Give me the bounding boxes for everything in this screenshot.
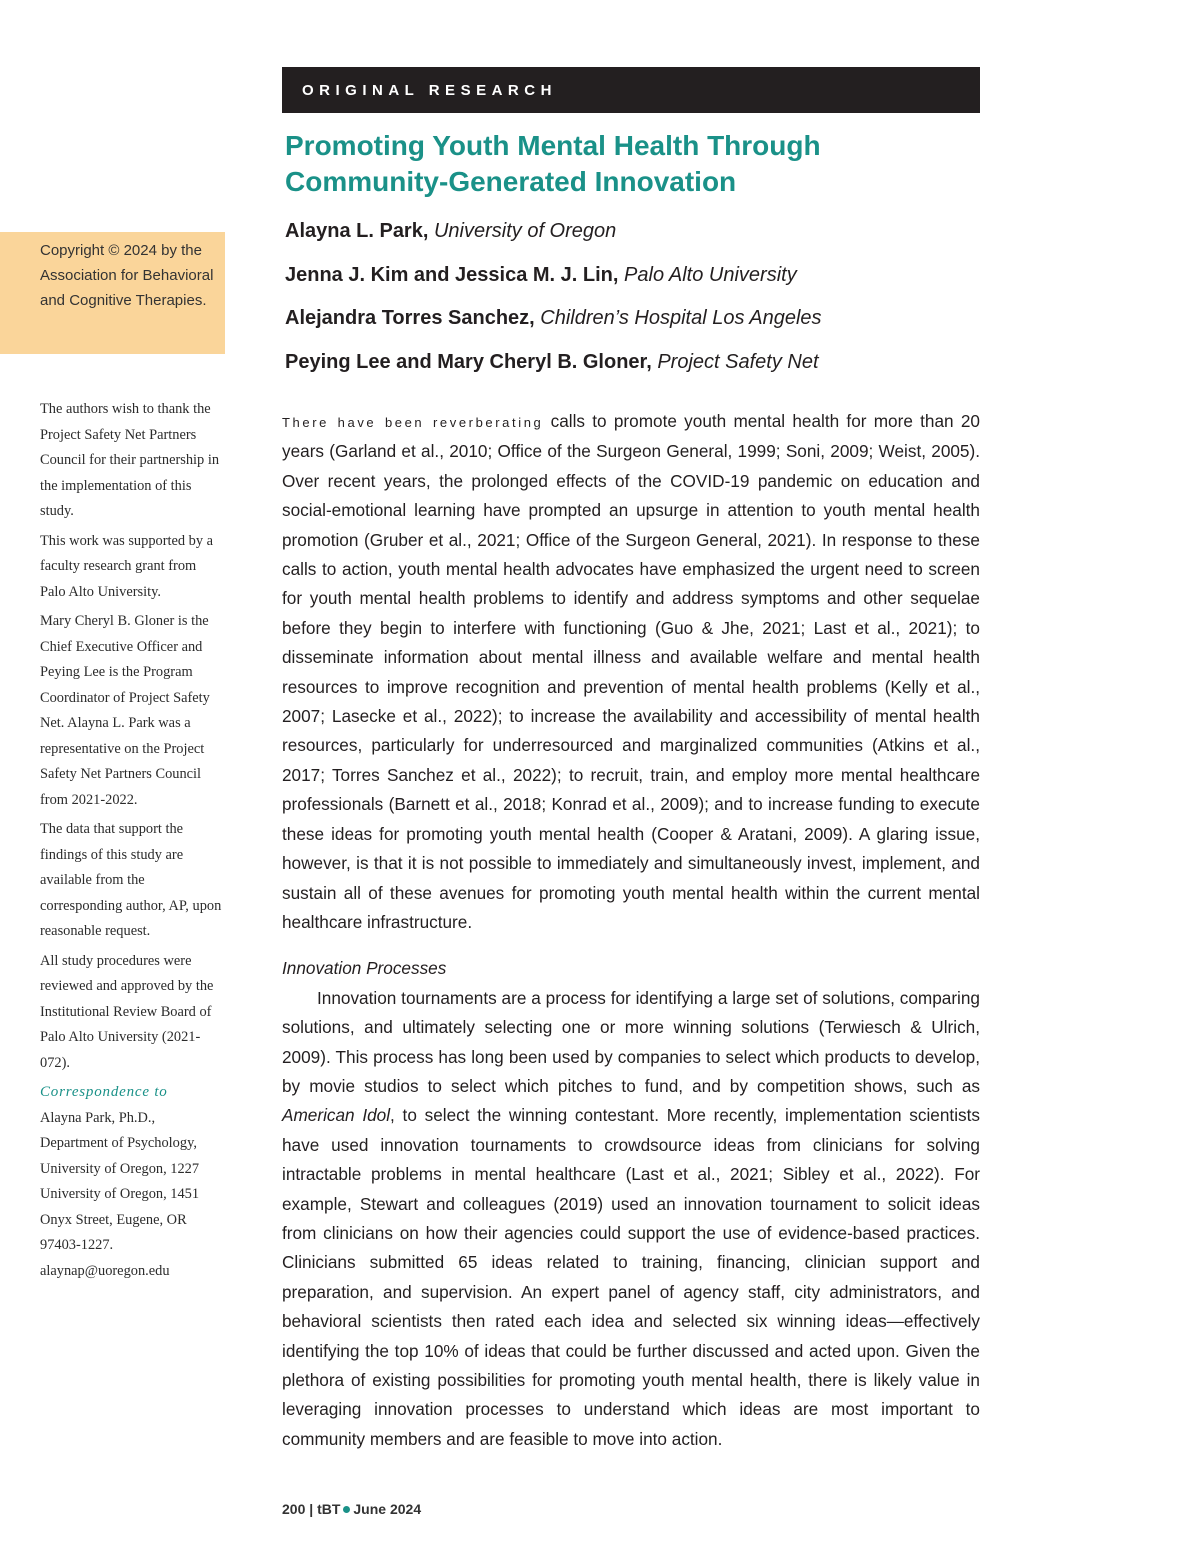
- ethics-note: All study procedures were reviewed and approved by the Institutional Review Board of Palo Alto University (2021-072).: [40, 952, 214, 1071]
- author-line: [285, 345, 985, 389]
- author-affiliation: University of Oregon: [433, 220, 617, 242]
- author-affiliation: Project Safety Net: [657, 350, 819, 373]
- sidebar-notes: [40, 397, 222, 1288]
- italic-title: American Idol: [282, 1105, 391, 1126]
- title-line-2: Community-Generated Innovation: [285, 166, 737, 197]
- acknowledgement-note: The authors wish to thank the Project Safety Net Partners Council for their partnership in the implementation of this study.: [40, 401, 220, 519]
- bullet-dot-icon: [343, 1506, 350, 1513]
- footer-separator: |: [309, 1501, 314, 1517]
- lead-in-smallcaps: There have been reverberating: [282, 415, 544, 430]
- copyright-notice: [0, 232, 225, 354]
- page-number: 200: [282, 1501, 306, 1517]
- author-list: [285, 214, 985, 388]
- page-footer: [282, 1501, 421, 1517]
- section-label: ORIGINAL RESEARCH: [302, 81, 557, 99]
- article-title: [285, 128, 975, 200]
- body-paragraph: [282, 407, 980, 937]
- correspondence-address: Alayna Park, Ph.D., Department of Psychology, University of Oregon, 1227 University of Oregon, 1451 Onyx Street, Eugene, OR 97403-1227. alaynap@uoregon.edu: [40, 1109, 200, 1279]
- author-affiliation: Children’s Hospital Los Angeles: [540, 307, 822, 329]
- paragraph-text: Innovation tournaments are a process for identifying a large set of solutions, comparing solutions, and ultimately selecting one or more winning solutions (Terwiesch & Ulrich, 2009). This process has long been used by companies to select which products to develop, by movie studios to select which pitches to fund, and by competition shows, such as: [282, 987, 980, 1096]
- author-roles-note: Mary Cheryl B. Gloner is the Chief Executive Officer and Peying Lee is the Program Coordinator of Project Safety Net. Alayna L. Park was a representative on the Project Safety Net Partners Council from 2021-2022.: [40, 613, 210, 808]
- copyright-text: Copyright © 2024 by the Association for Behavioral and Cognitive Therapies.: [40, 242, 214, 309]
- author-line: [285, 214, 985, 258]
- funding-note: This work was supported by a faculty research grant from Palo Alto University.: [40, 532, 214, 600]
- paragraph-text: , to select the winning contestant. More recently, implementation scientists have used innovation tournaments to crowdsource ideas from clinicians for solving intractable problems in mental healthcare (Last et al., 2021; Sibley et al., 2022). For example, Stewart and colleagues (2019) used an innovation tournament to solicit ideas from clinicians on how their agencies could support the use of evidence-based practices. Clinicians submitted 65 ideas related to training, financing, clinician support and preparation, and supervision. An expert panel of agency staff, city administrators, and behavioral scientists then rated each idea and selected six winning ideas—effectively identifying the top 10% of ideas that could be further discussed and acted upon. Given the plethora of existing possibilities for promoting youth mental health, there is likely value in leveraging innovation processes to understand which ideas are most important to community members and are feasible to move into action.: [282, 1105, 980, 1449]
- author-names: Alayna L. Park,: [285, 220, 429, 242]
- title-line-1: Promoting Youth Mental Health Through: [285, 130, 821, 161]
- author-affiliation: Palo Alto University: [624, 263, 797, 286]
- journal-name: tBT: [317, 1501, 341, 1517]
- body-paragraph: [282, 984, 980, 1455]
- paragraph-text: calls to promote youth mental health for more than 20 years (Garland et al., 2010; Office of the Surgeon General, 1999; Soni, 2009; Weist, 2005). Over recent years, the prolonged effects of the COVID-19 pandemic on education and social-emotional learning have prompted an upsurge in attention to youth mental health promotion (Gruber et al., 2021; Office of the Surgeon General, 2021). In response to these calls to action, youth mental health advocates have emphasized the urgent need to screen for youth mental health problems to identify and address symptoms and other sequelae before they begin to interfere with functioning (Guo & Jhe, 2021; Last et al., 2021); to disseminate information about mental illness and available welfare and mental health resources to improve recognition and prevention of mental health problems (Kelly et al., 2007; Lasecke et al., 2022); to increase the availability and accessibility of mental health resources, particularly for underresourced and marginalized communities (Atkins et al., 2017; Torres Sanchez et al., 2022); to recruit, train, and employ more mental healthcare professionals (Barnett et al., 2018; Konrad et al., 2009); and to increase funding to execute these ideas for promoting youth mental health (Cooper & Aratani, 2009). A glaring issue, however, is that it is not possible to immediately and simultaneously invest, implement, and sustain all of these avenues for promoting youth mental health within the current mental healthcare infrastructure.: [282, 411, 980, 932]
- issue-date: June 2024: [353, 1501, 422, 1517]
- section-label-bar: [282, 67, 980, 113]
- author-names: Peying Lee and Mary Cheryl B. Gloner,: [285, 350, 652, 373]
- correspondence-heading: Correspondence to: [40, 1084, 168, 1100]
- section-subheading: Innovation Processes: [282, 958, 447, 979]
- author-line: [285, 258, 985, 302]
- author-names: Alejandra Torres Sanchez,: [285, 307, 535, 329]
- author-names: Jenna J. Kim and Jessica M. J. Lin,: [285, 263, 619, 286]
- article-body: [282, 407, 980, 1454]
- author-line: [285, 301, 985, 345]
- data-availability-note: The data that support the findings of this study are available from the corresponding author, AP, upon reasonable request.: [40, 821, 222, 939]
